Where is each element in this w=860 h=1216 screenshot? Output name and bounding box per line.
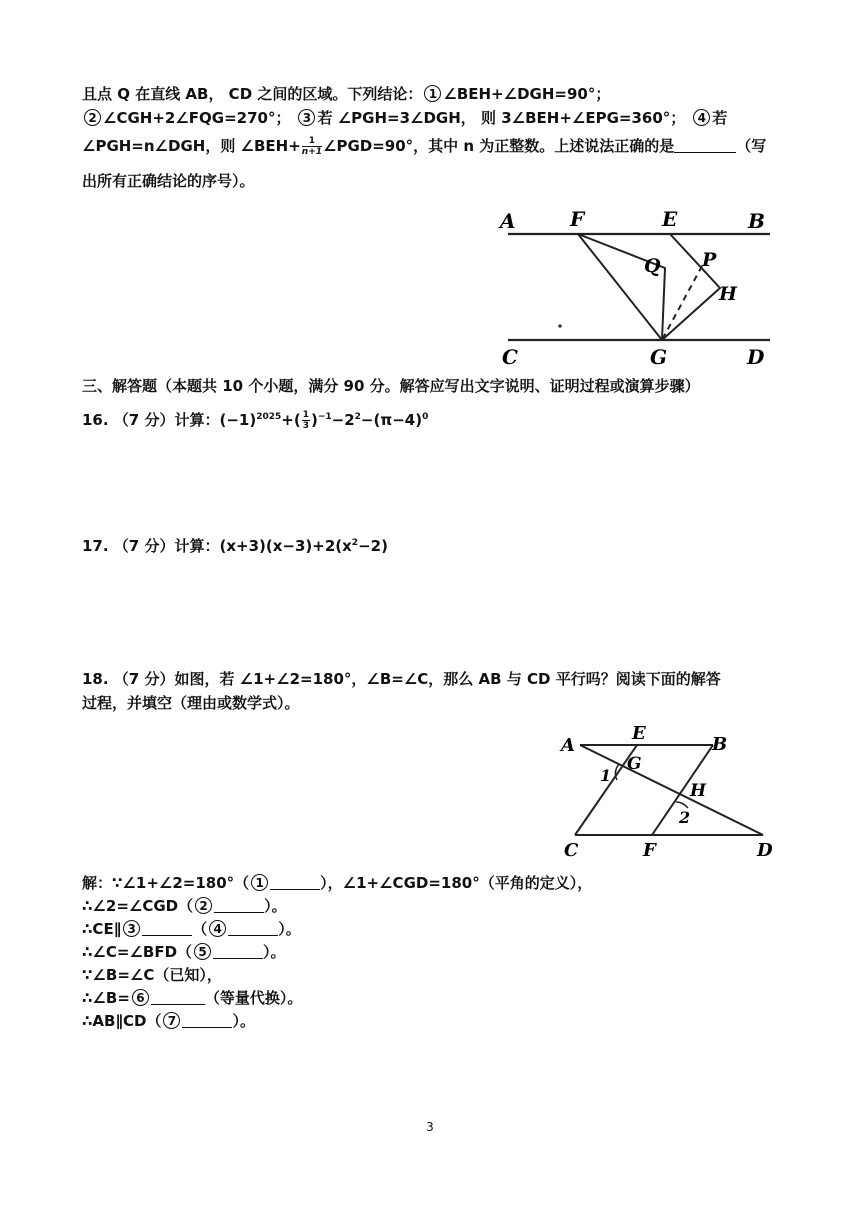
- q16-exp-4: 0: [422, 412, 429, 422]
- q16-fraction-denominator: 3: [302, 421, 309, 431]
- solution-3c: ）。: [278, 920, 301, 938]
- circled-number-6: 6: [132, 989, 149, 1006]
- label-e: E: [632, 723, 646, 744]
- label-g: G: [650, 345, 668, 369]
- label-f: F: [643, 840, 656, 861]
- q15-statement-3: 若 ∠PGH=3∠DGH， 则 3∠BEH+∠EPG=360°；: [317, 109, 686, 127]
- label-b: B: [712, 734, 728, 755]
- segment-ad: [580, 745, 763, 835]
- circled-number-4: 4: [209, 920, 226, 937]
- solution-4a: ∴∠C=∠BFD（: [82, 943, 193, 961]
- figure-parallel-proof: [555, 722, 785, 862]
- q15-statement-4-c: （写: [736, 137, 767, 155]
- label-h: H: [690, 781, 707, 801]
- q16-term-4: −2: [331, 411, 355, 429]
- q17-head: 17. （7 分）计算：: [82, 537, 220, 555]
- circled-number-2: 2: [195, 897, 212, 914]
- answer-blank-6[interactable]: [151, 988, 205, 1005]
- section-3-heading: [82, 376, 700, 396]
- q16-term-2: +(: [281, 411, 301, 429]
- q15-line-3: [82, 136, 766, 157]
- answer-blank-2[interactable]: [214, 896, 264, 913]
- solution-line-6: [82, 988, 302, 1008]
- answer-blank-q15[interactable]: [674, 136, 736, 153]
- solution-7b: ）。: [232, 1012, 255, 1030]
- circled-number-3: 3: [298, 109, 315, 126]
- stray-dot: [558, 324, 561, 327]
- solution-line-1: [82, 873, 592, 893]
- answer-blank-7[interactable]: [182, 1011, 232, 1028]
- q16-fraction-numerator: 1: [302, 410, 309, 420]
- q16-exp-2: −1: [317, 412, 332, 422]
- answer-blank-1[interactable]: [270, 873, 320, 890]
- q16: [82, 410, 428, 431]
- fraction-1-over-n-plus-1: [302, 136, 322, 157]
- solution-line-3: [82, 919, 301, 939]
- q17-term-1: (x+3)(x−3)+2(x: [219, 537, 352, 555]
- section-3-text: 三、解答题（本题共 10 个小题，满分 90 分。解答应写出文字说明、证明过程或演算步骤）: [82, 377, 700, 395]
- solution-line-5: [82, 965, 222, 985]
- q16-exp-3: 2: [354, 412, 361, 422]
- page-number: 3: [426, 1120, 434, 1134]
- circled-number-1: 1: [251, 874, 268, 891]
- circled-number-5: 5: [194, 943, 211, 960]
- solution-7a: ∴AB∥CD（: [82, 1012, 162, 1030]
- label-a: A: [561, 735, 575, 756]
- answer-blank-3[interactable]: [142, 919, 192, 936]
- label-f: F: [570, 207, 585, 231]
- solution-line-2: [82, 896, 287, 916]
- solution-1b: ），∠1+∠CGD=180°（平角的定义），: [320, 874, 593, 892]
- q15-statement-4-start: 若: [712, 109, 728, 127]
- fraction-denominator: n+1: [301, 147, 323, 157]
- q15-text-end: 出所有正确结论的序号）。: [82, 172, 255, 190]
- solution-2a: ∴∠2=∠CGD（: [82, 897, 194, 915]
- label-c: C: [564, 840, 579, 861]
- label-h: H: [719, 283, 737, 305]
- q16-term-5: −(π−4): [360, 411, 423, 429]
- solution-6a: ∴∠B=: [82, 989, 130, 1007]
- q15-statement-1: ∠BEH+∠DGH=90°；: [443, 85, 611, 103]
- q17-term-2: −2): [358, 537, 388, 555]
- q17: [82, 536, 388, 556]
- solution-6b: （等量代换）。: [204, 989, 303, 1007]
- q16-exp-1: 2025: [256, 412, 282, 422]
- label-b: B: [748, 209, 765, 233]
- q15-statement-4-a: ∠PGH=n∠DGH，则 ∠BEH+: [82, 137, 301, 155]
- figure-parallel-lines-fqgph: [490, 200, 780, 372]
- solution-4b: ）。: [263, 943, 286, 961]
- q15-statement-4-b: ∠PGD=90°，其中 n 为正整数。上述说法正确的是: [323, 137, 675, 155]
- circled-number-2: 2: [84, 109, 101, 126]
- q18-text-1: 18. （7 分）如图，若 ∠1+∠2=180°，∠B=∠C，那么 AB 与 CD 平行吗？阅读下面的解答: [82, 670, 721, 688]
- solution-3b: （: [192, 920, 208, 938]
- q18-text-2: 过程，并填空（理由或数学式）。: [82, 694, 300, 712]
- solution-2b: ）。: [264, 897, 287, 915]
- fraction-numerator: 1: [302, 136, 322, 147]
- q16-term-1: (−1): [219, 411, 257, 429]
- circled-number-1: 1: [424, 85, 441, 102]
- label-d: D: [757, 840, 773, 861]
- q16-head: 16. （7 分）计算：: [82, 411, 220, 429]
- label-d: D: [747, 345, 765, 369]
- solution-1a: 解：∵∠1+∠2=180°（: [82, 874, 250, 892]
- label-a: A: [500, 209, 516, 233]
- q16-fraction-one-third: [302, 410, 310, 431]
- q15-text-intro: 且点 Q 在直线 AB， CD 之间的区域。下列结论：: [82, 85, 423, 103]
- q16-term-3: ): [310, 411, 318, 429]
- q15-line-4: [82, 171, 255, 191]
- answer-blank-4[interactable]: [228, 919, 278, 936]
- label-c: C: [502, 345, 518, 369]
- solution-line-7: [82, 1011, 255, 1031]
- circled-number-3: 3: [123, 920, 140, 937]
- circled-number-7: 7: [163, 1012, 180, 1029]
- q17-exp-1: 2: [351, 538, 359, 548]
- q15-line-2: [82, 108, 727, 128]
- q18-line-1: [82, 669, 721, 689]
- circled-number-4: 4: [693, 109, 710, 126]
- solution-line-4: [82, 942, 286, 962]
- q15-line-1: [82, 84, 610, 104]
- segment-pg-dashed: [662, 266, 702, 340]
- answer-blank-5[interactable]: [213, 942, 263, 959]
- label-q: Q: [644, 255, 661, 277]
- solution-5: ∵∠B=∠C（已知），: [82, 966, 222, 984]
- label-2: 2: [679, 808, 691, 827]
- label-e: E: [662, 207, 678, 231]
- label-p: P: [702, 249, 717, 271]
- label-g: G: [627, 754, 642, 774]
- solution-3a: ∴CE∥: [82, 920, 122, 938]
- q18-line-2: [82, 693, 300, 713]
- label-1: 1: [600, 766, 612, 785]
- q15-statement-2: ∠CGH+2∠FQG=270°；: [103, 109, 291, 127]
